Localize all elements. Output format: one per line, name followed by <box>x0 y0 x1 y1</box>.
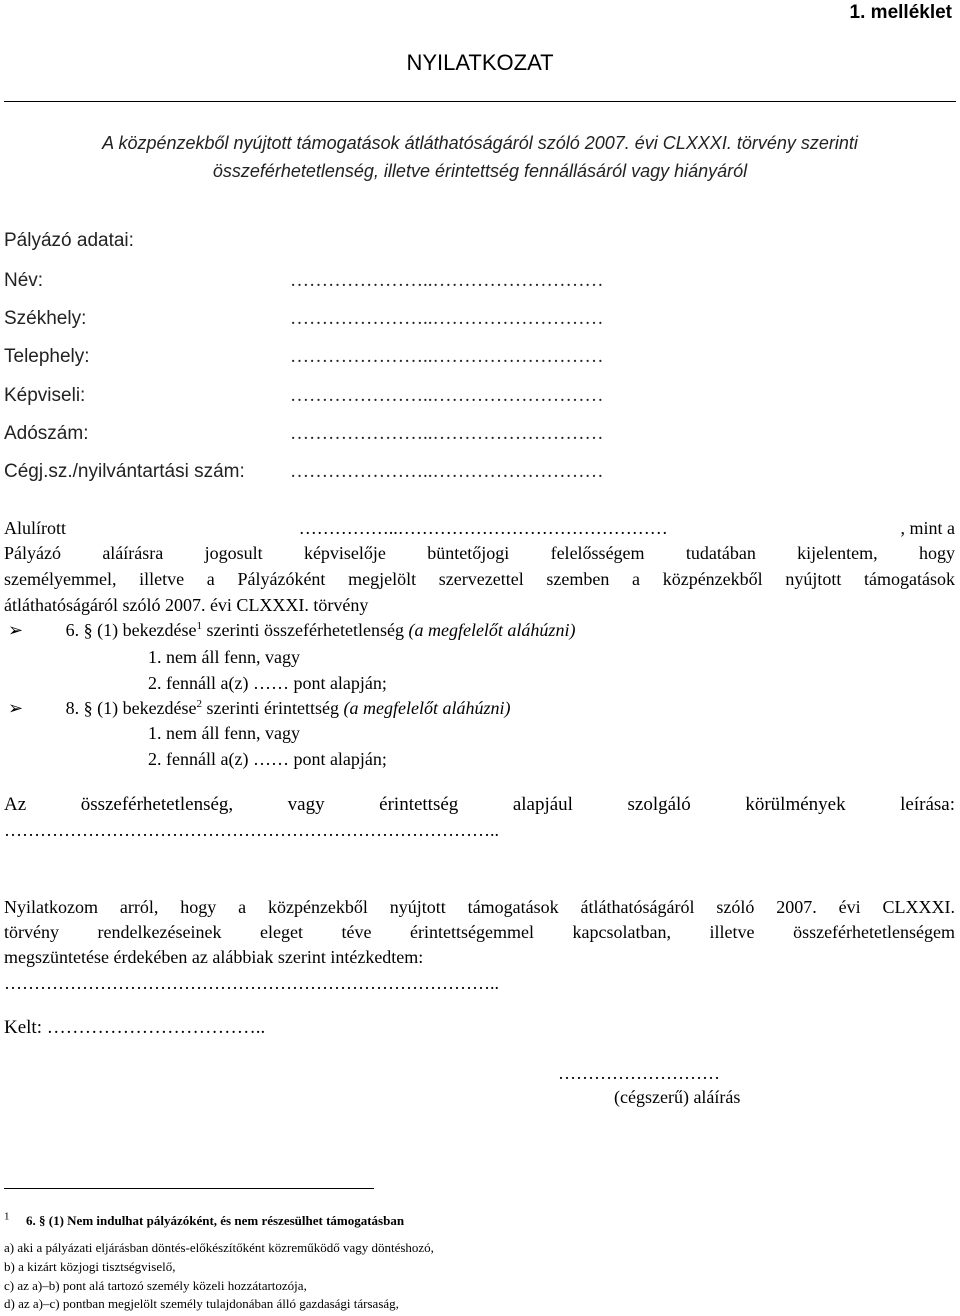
statement-dots[interactable]: ……………………………………………………………………….. <box>4 973 499 993</box>
item-6-line <box>8 620 575 641</box>
declaration-start: Alulírott <box>4 518 66 538</box>
footnote-item-c: c) az a)–b) pont alá tartozó személy közeli hozzátartozója, <box>4 1278 307 1293</box>
item-6-instruction: (a megfelelőt aláhúzni) <box>408 620 576 640</box>
annex-label: 1. melléklet <box>849 2 952 23</box>
footnote-ref-1[interactable]: 1 <box>196 620 203 632</box>
declaration-line-2: Pályázó aláírásra jogosult képviselője büntetőjogi felelősségem tudatában kijelentem, hogy <box>4 543 955 563</box>
footnote-bold-text: (1) Nem indulhat pályázóként, és nem részesülhet támogatásban <box>45 1213 405 1228</box>
field-value-site[interactable]: …………………..……………………… <box>290 346 604 367</box>
description-dots[interactable]: ……………………………………………………………………….. <box>4 820 499 840</box>
signature-label: (cégszerű) aláírás <box>614 1087 741 1107</box>
title-divider <box>4 101 956 102</box>
declaration-line-4: átláthatóságáról szóló 2007. évi CLXXXI. törvény <box>4 595 369 615</box>
field-label-tax-number: Adószám: <box>4 423 89 444</box>
declaration-end: , mint a <box>900 518 955 538</box>
item-8-text: szerinti érintettség <box>202 698 344 718</box>
footnote-heading <box>4 1210 405 1229</box>
field-value-seat[interactable]: …………………..……………………… <box>290 308 604 329</box>
item-6-text: szerinti összeférhetetlenség <box>202 620 409 640</box>
footnote-ref-2[interactable]: 2 <box>196 698 203 710</box>
field-value-tax-number[interactable]: …………………..……………………… <box>290 423 604 444</box>
item-8-instruction: (a megfelelőt aláhúzni) <box>343 698 511 718</box>
footnote-section: 6. § <box>26 1213 46 1228</box>
page-title: NYILATKOZAT <box>406 50 554 75</box>
footnote-number: 1 <box>4 1210 10 1223</box>
field-label-seat: Székhely: <box>4 308 87 329</box>
statement-line-1: Nyilatkozom arról, hogy a közpénzekből nyújtott támogatások átláthatóságáról szóló 2007. évi CLXXXI. <box>4 897 955 917</box>
field-label-representative: Képviseli: <box>4 385 86 406</box>
footnote-divider <box>4 1188 374 1189</box>
field-label-registry-number: Cégj.sz./nyilvántartási szám: <box>4 461 245 482</box>
declaration-line-3: személyemmel, illetve a Pályázóként megjelölt szervezettel szemben a közpénzekből nyújtott támogatások <box>4 569 955 589</box>
subtitle-line-1: A közpénzekből nyújtott támogatások átláthatóságáról szóló 2007. évi CLXXXI. törvény szerinti <box>102 133 858 153</box>
item-8-option-2[interactable]: 2. fennáll a(z) …… pont alapján; <box>148 749 387 769</box>
field-value-name[interactable]: …………………..……………………… <box>290 270 604 291</box>
date-label: Kelt: <box>4 1017 42 1038</box>
footnote-item-a: a) aki a pályázati eljárásban döntés-előkészítőként közreműködő vagy döntéshozó, <box>4 1240 434 1255</box>
item-6-option-2[interactable]: 2. fennáll a(z) …… pont alapján; <box>148 673 387 693</box>
field-label-site: Telephely: <box>4 346 90 367</box>
declaration-name-dots[interactable]: ……………..……………………………………… <box>298 518 668 538</box>
declaration-line-1 <box>4 518 955 539</box>
field-value-representative[interactable]: …………………..……………………… <box>290 385 604 406</box>
date-line <box>4 1017 265 1039</box>
arrow-bullet-icon: ➢ <box>8 698 24 718</box>
field-value-registry-number[interactable]: …………………..……………………… <box>290 461 604 482</box>
item-8-option-1[interactable]: 1. nem áll fenn, vagy <box>148 723 300 743</box>
subtitle-line-2: összeférhetetlenség, illetve érintettség fennállásáról vagy hiányáról <box>212 161 748 181</box>
signature-dots[interactable]: ……………………… <box>558 1063 720 1083</box>
footnote-item-b: b) a kizárt közjogi tisztségviselő, <box>4 1259 176 1274</box>
arrow-bullet-icon: ➢ <box>8 620 24 640</box>
statement-line-2: törvény rendelkezéseinek eleget téve érintettségemmel kapcsolatban, illetve összeférhetetlenségem <box>4 922 955 942</box>
item-8-section: 8. § (1) bekezdése <box>65 698 197 718</box>
item-6-option-1[interactable]: 1. nem áll fenn, vagy <box>148 647 300 667</box>
field-label-name: Név: <box>4 270 44 291</box>
date-dots[interactable]: …………………………….. <box>46 1017 266 1038</box>
footnote-item-d: d) az a)–c) pontban megjelölt személy tulajdonában álló gazdasági társaság, <box>4 1296 399 1311</box>
item-8-line <box>8 698 510 719</box>
item-6-section: 6. § (1) bekezdése <box>65 620 197 640</box>
description-line: Az összeférhetetlenség, vagy érintettség alapjául szolgáló körülmények leírása: <box>4 794 955 815</box>
applicant-heading: Pályázó adatai: <box>4 230 134 251</box>
statement-line-3: megszüntetése érdekében az alábbiak szerint intézkedtem: <box>4 947 424 967</box>
